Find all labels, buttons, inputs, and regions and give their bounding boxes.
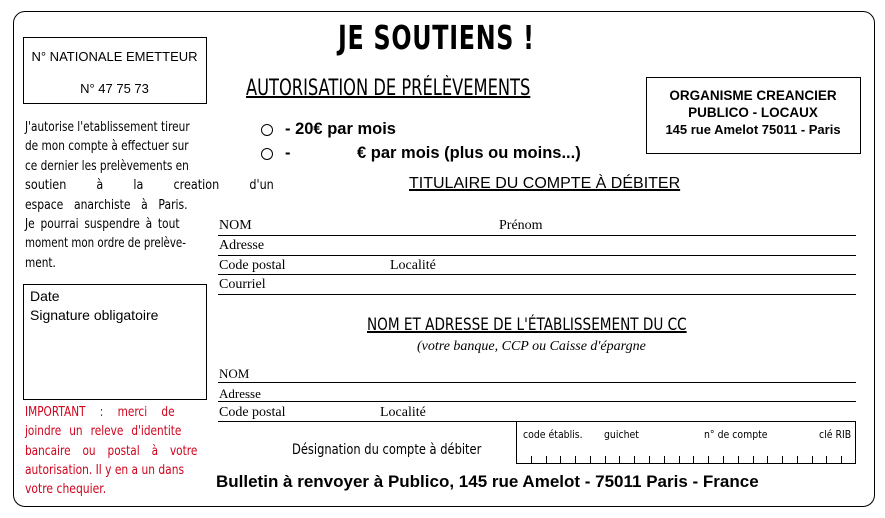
important-line: votre chequier. — [25, 481, 107, 498]
rib-tick — [767, 456, 768, 463]
rib-tick — [708, 456, 709, 463]
emetteur-label: N° NATIONALE EMETTEUR — [31, 49, 198, 64]
courriel-line[interactable] — [218, 294, 856, 295]
etab-adresse-line[interactable] — [218, 401, 856, 402]
option-20-radio[interactable] — [261, 124, 273, 136]
signature-date-label: Date — [30, 288, 60, 304]
rib-tick — [782, 456, 783, 463]
rib-tick — [605, 456, 606, 463]
etab-nom-line[interactable] — [218, 382, 856, 383]
rib-tick — [649, 456, 650, 463]
rib-tick — [797, 456, 798, 463]
rib-tick — [664, 456, 665, 463]
rib-tick — [826, 456, 827, 463]
nom-line[interactable] — [218, 235, 856, 236]
rib-tick — [753, 456, 754, 463]
rib-cle-label: clé RIB — [819, 428, 852, 441]
signature-box[interactable] — [23, 284, 207, 400]
rib-tick — [679, 456, 680, 463]
rib-guichet-label: guichet — [604, 428, 639, 441]
important-line: joindre un releve d'identite — [25, 423, 182, 440]
auth-line: moment mon ordre de prelève- — [25, 235, 186, 252]
etablissement-subheading: (votre banque, CCP ou Caisse d'épargne — [417, 339, 646, 354]
rib-tick — [723, 456, 724, 463]
rib-tick — [841, 456, 842, 463]
creancier-line1: ORGANISME CREANCIER — [669, 88, 837, 103]
signature-label: Signature obligatoire — [30, 307, 159, 323]
important-note — [25, 403, 207, 499]
creancier-line2: PUBLICO - LOCAUX — [688, 105, 818, 120]
authorization-heading: AUTORISATION DE PRÉLÈVEMENTS — [246, 76, 531, 101]
important-line: bancaire ou postal à votre — [25, 442, 198, 459]
page-title: JE SOUTIENS ! — [338, 18, 535, 57]
titulaire-nom-label: NOM — [219, 218, 252, 233]
creancier-box — [646, 77, 861, 154]
rib-tick — [619, 456, 620, 463]
adresse-line[interactable] — [218, 255, 856, 256]
auth-line: ment. — [25, 254, 56, 271]
rib-no-compte-label: n° de compte — [704, 428, 768, 441]
rib-tick — [693, 456, 694, 463]
emetteur-box — [23, 37, 207, 104]
titulaire-courriel-label: Courriel — [219, 277, 266, 292]
rib-tick — [560, 456, 561, 463]
designation-label: Désignation du compte à débiter — [292, 442, 482, 458]
rib-tick — [634, 456, 635, 463]
auth-line: soutien à la creation d'un — [25, 177, 274, 194]
code-postal-line[interactable] — [218, 274, 856, 275]
auth-line: J'autorise l'etablissement tireur — [25, 119, 190, 135]
auth-line: de mon compte à effectuer sur — [25, 138, 189, 155]
rib-tick — [531, 456, 532, 463]
rib-tick — [812, 456, 813, 463]
emetteur-number: N° 47 75 73 — [80, 81, 149, 96]
important-line: IMPORTANT : merci de — [25, 404, 175, 420]
creancier-line3: 145 rue Amelot 75011 - Paris — [665, 122, 841, 137]
rib-tick — [546, 456, 547, 463]
option-20-label: - 20€ par mois — [285, 120, 396, 138]
rib-tick — [738, 456, 739, 463]
footer-text: Bulletin à renvoyer à Publico, 145 rue Amelot - 75011 Paris - France — [216, 472, 759, 491]
option-custom-label: € par mois (plus ou moins...) — [357, 144, 581, 162]
rib-tick — [575, 456, 576, 463]
auth-line: Je pourrai suspendre à tout — [25, 215, 180, 232]
rib-tick — [590, 456, 591, 463]
etablissement-adresse-label: Adresse — [219, 386, 261, 401]
etablissement-nom-label: NOM — [219, 366, 250, 381]
important-line: autorisation. Il y en a un dans — [25, 461, 185, 478]
option-custom-radio[interactable] — [261, 148, 273, 160]
titulaire-adresse-label: Adresse — [219, 238, 265, 253]
titulaire-code-postal-label: Code postal — [219, 258, 286, 273]
etablissement-heading: NOM ET ADRESSE DE L'ÉTABLISSEMENT DU CC — [367, 315, 687, 335]
titulaire-prenom-label: Prénom — [499, 218, 543, 233]
titulaire-localite-label: Localité — [390, 258, 436, 273]
titulaire-heading: TITULAIRE DU COMPTE À DÉBITER — [409, 175, 681, 192]
auth-line: espace anarchiste à Paris. — [25, 196, 188, 213]
auth-line: ce dernier les prelèvements en — [25, 157, 189, 174]
etablissement-localite-label: Localité — [380, 405, 426, 420]
etablissement-code-postal-label: Code postal — [219, 405, 286, 420]
option-custom-prefix: - — [285, 144, 291, 162]
rib-code-etablis-label: code établis. — [523, 428, 583, 441]
